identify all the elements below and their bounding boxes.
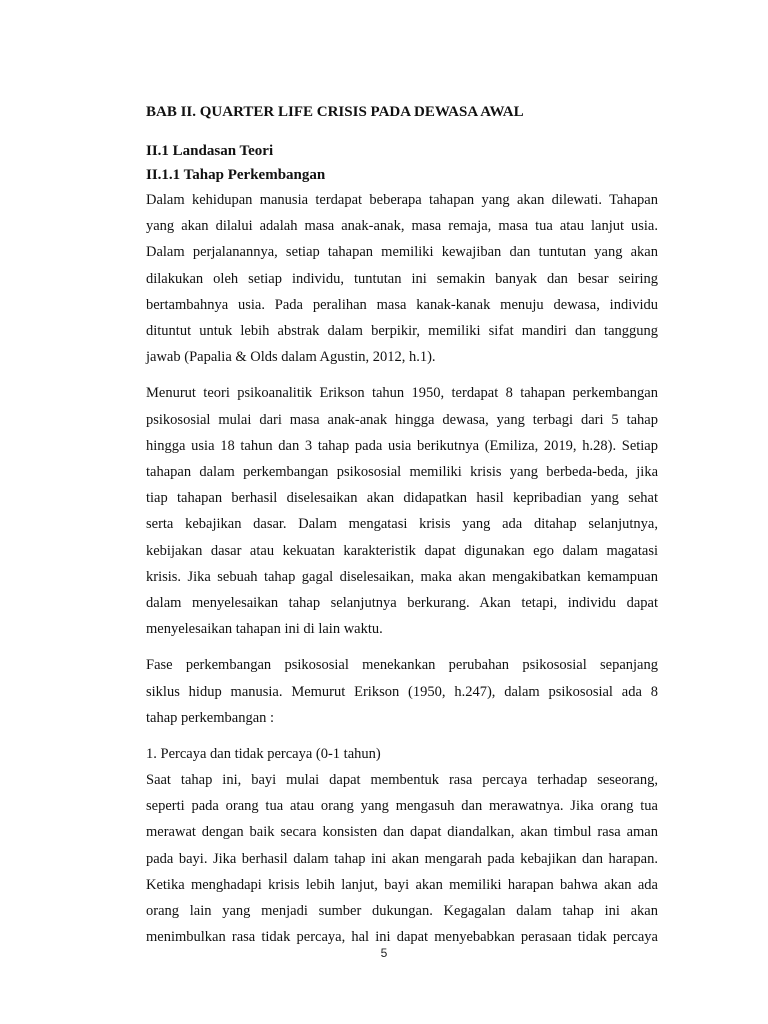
text-line: Ketika menghadapi krisis lebih lanjut, bayi akan memiliki harapan bahwa akan ada <box>146 876 658 893</box>
text-line: Menurut teori psikoanalitik Erikson tahun 1950, terdapat 8 tahapan perkembangan <box>146 385 658 402</box>
paragraph-2 <box>146 380 658 642</box>
page-number: 5 <box>380 946 388 960</box>
text-line: Dalam kehidupan manusia terdapat beberapa tahapan yang akan dilewati. Tahapan <box>146 192 658 208</box>
text-line: tahap perkembangan : <box>146 709 275 726</box>
text-line: psikososial mulai dari masa anak-anak hingga dewasa, yang terbagi dari 5 tahap <box>146 411 658 428</box>
paragraph-1 <box>146 187 658 370</box>
text-line: Fase perkembangan psikososial menekankan perubahan psikososial sepanjang <box>146 657 658 674</box>
subsection-heading: II.1.1 Tahap Perkembangan <box>146 167 326 183</box>
text-line: bertambahnya usia. Pada peralihan masa kanak-kanak menuju dewasa, individu <box>146 296 658 313</box>
text-line: Dalam perjalanannya, setiap tahapan memiliki kewajiban dan tuntutan yang akan <box>146 244 658 261</box>
text-line: dalam menyelesaikan tahap selanjutnya berkurang. Akan tetapi, individu dapat <box>146 595 658 612</box>
text-line: tahapan dalam perkembangan psikososial memiliki krisis yang berbeda-beda, jika <box>146 464 658 481</box>
chapter-title: BAB II. QUARTER LIFE CRISIS PADA DEWASA AWAL <box>146 104 524 120</box>
text-line: Saat tahap ini, bayi mulai dapat membentuk rasa percaya terhadap seseorang, <box>146 772 658 789</box>
stage-1-paragraph <box>146 767 658 950</box>
text-line: dilakukan oleh setiap individu, tuntutan ini semakin banyak dan besar seiring <box>146 270 658 287</box>
text-line: menimbulkan rasa tidak percaya, hal ini dapat menyebabkan perasaan tidak percaya <box>146 929 658 946</box>
text-line: yang akan dilalui adalah masa anak-anak, masa remaja, masa tua atau lanjut usia. <box>146 218 658 235</box>
stage-1-heading: 1. Percaya dan tidak percaya (0-1 tahun) <box>146 746 381 763</box>
text-line: merawat dengan baik secara konsisten dan dapat diandalkan, akan timbul rasa aman <box>146 824 658 841</box>
page-content <box>146 100 658 960</box>
text-line: siklus hidup manusia. Memurut Erikson (1950, h.247), dalam psikososial ada 8 <box>146 683 658 700</box>
text-line: kebijakan dasar atau kekuatan karakteristik dapat digunakan ego dalam magatasi <box>146 542 658 559</box>
text-line: pada bayi. Jika berhasil dalam tahap ini akan mengarah pada kebajikan dan harapan. <box>146 850 658 867</box>
text-line: tiap tahapan berhasil diselesaikan akan didapatkan hasil kepribadian yang sehat <box>146 490 658 507</box>
text-line: serta kebajikan dasar. Dalam mengatasi krisis yang ada ditahap selanjutnya, <box>146 516 658 533</box>
text-line: menyelesaikan tahapan ini di lain waktu. <box>146 621 383 638</box>
text-line: hingga usia 18 tahun dan 3 tahap pada usia berikutnya (Emiliza, 2019, h.28). Setiap <box>146 437 658 454</box>
text-line: dituntut untuk lebih abstrak dalam berpikir, memiliki sifat mandiri dan tanggung <box>146 323 658 340</box>
paragraph-3 <box>146 652 658 731</box>
text-line: orang lain yang menjadi sumber dukungan. Kegagalan dalam tahap ini akan <box>146 903 658 920</box>
text-line: jawab (Papalia & Olds dalam Agustin, 2012, h.1). <box>146 349 436 366</box>
text-line: krisis. Jika sebuah tahap gagal diselesaikan, maka akan mengakibatkan kemampuan <box>146 568 658 585</box>
text-line: seperti pada orang tua atau orang yang mengasuh dan merawatnya. Jika orang tua <box>146 798 658 815</box>
section-heading: II.1 Landasan Teori <box>146 143 274 159</box>
